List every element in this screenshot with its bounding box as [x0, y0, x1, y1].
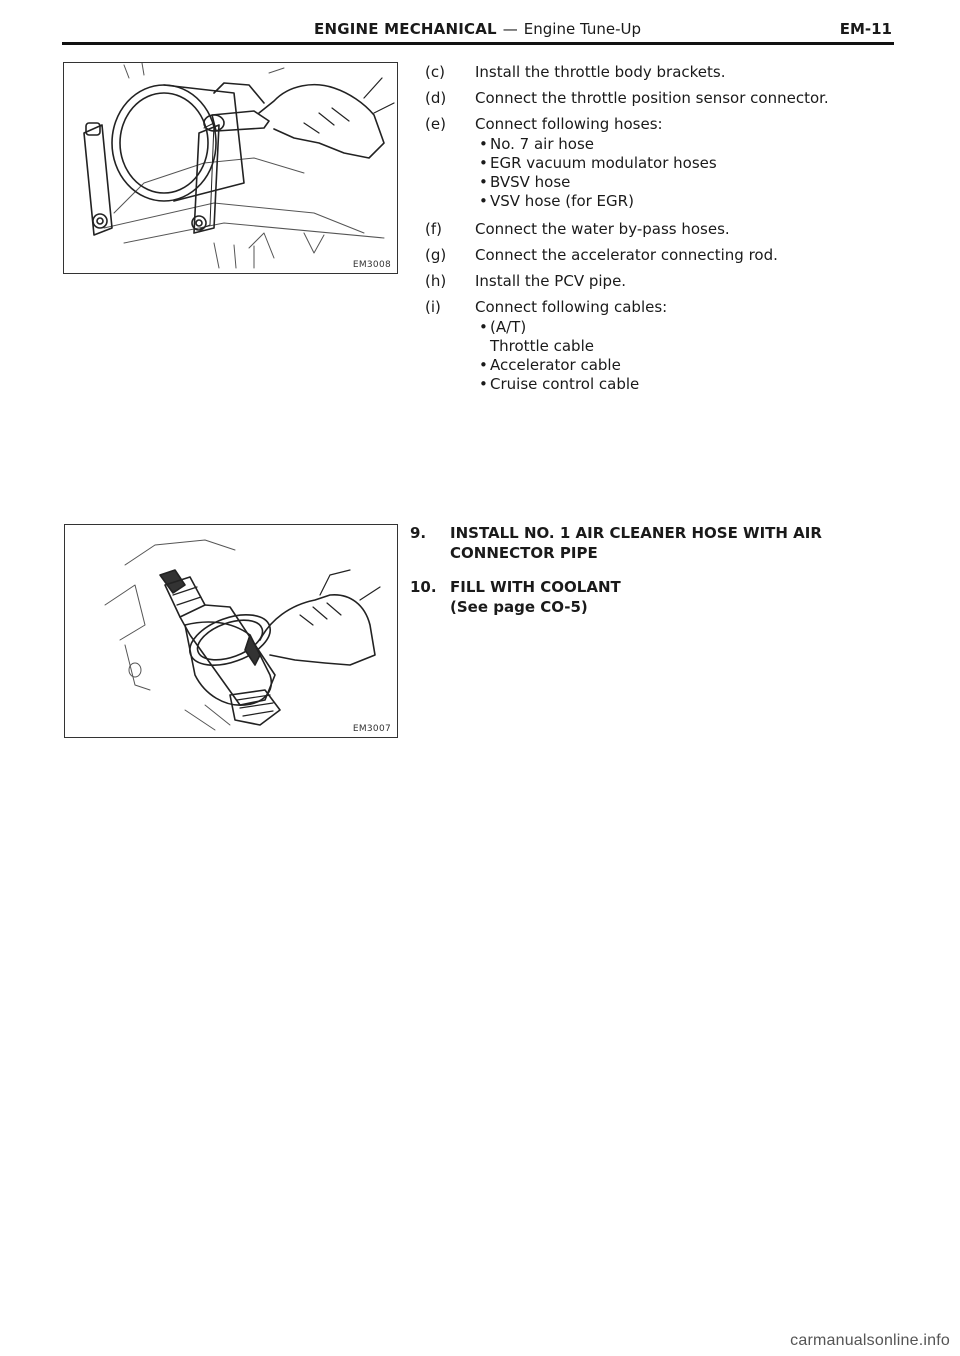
step-label: (d)	[425, 89, 447, 107]
step-label: (f)	[425, 220, 442, 238]
step-text: Connect the accelerator connecting rod.	[475, 246, 778, 264]
subsection-title: Engine Tune-Up	[523, 20, 641, 38]
list-item: • Accelerator cable	[490, 355, 621, 375]
step-text: Connect the water by-pass hoses.	[475, 220, 730, 238]
throttle-body-bracket-illustration	[64, 63, 397, 273]
list-item: • VSV hose (for EGR)	[490, 191, 634, 211]
heading-line-2: CONNECTOR PIPE	[450, 544, 598, 562]
watermark-text: carmanualsonline.info	[790, 1332, 950, 1349]
step-text: Connect following hoses:	[475, 115, 663, 133]
figure-code-label: EM3008	[352, 260, 391, 270]
heading-line-1: INSTALL NO. 1 AIR CLEANER HOSE WITH AIR	[450, 524, 822, 542]
list-item: • No. 7 air hose	[490, 134, 594, 154]
list-item: • Cruise control cable	[490, 374, 639, 394]
list-item-subtext: Throttle cable	[490, 337, 594, 355]
figure-code-label: EM3007	[352, 724, 391, 734]
list-item: • EGR vacuum modulator hoses	[490, 153, 717, 173]
step-text: Connect the throttle position sensor connector.	[475, 89, 829, 107]
step-number: 9.	[410, 524, 427, 542]
list-item: • (A/T)	[490, 317, 526, 337]
section-title: ENGINE MECHANICAL	[314, 20, 497, 38]
step-label: (i)	[425, 298, 441, 316]
step-label: (c)	[425, 63, 445, 81]
air-cleaner-hose-illustration	[65, 525, 397, 737]
header-title	[314, 18, 641, 40]
step-label: (g)	[425, 246, 447, 264]
figure-air-cleaner-hose	[64, 524, 398, 738]
step-label: (h)	[425, 272, 447, 290]
step-text: Install the PCV pipe.	[475, 272, 627, 290]
step-text: Install the throttle body brackets.	[475, 63, 726, 81]
header-separator: —	[502, 20, 518, 38]
heading-line-1: FILL WITH COOLANT	[450, 578, 621, 596]
step-number: 10.	[410, 578, 437, 596]
list-item: • BVSV hose	[490, 172, 570, 192]
page-header	[62, 18, 894, 45]
step-label: (e)	[425, 115, 446, 133]
page-number: EM-11	[839, 20, 892, 38]
heading-line-2: (See page CO-5)	[450, 598, 588, 616]
figure-throttle-bracket	[63, 62, 398, 274]
step-text: Connect following cables:	[475, 298, 668, 316]
